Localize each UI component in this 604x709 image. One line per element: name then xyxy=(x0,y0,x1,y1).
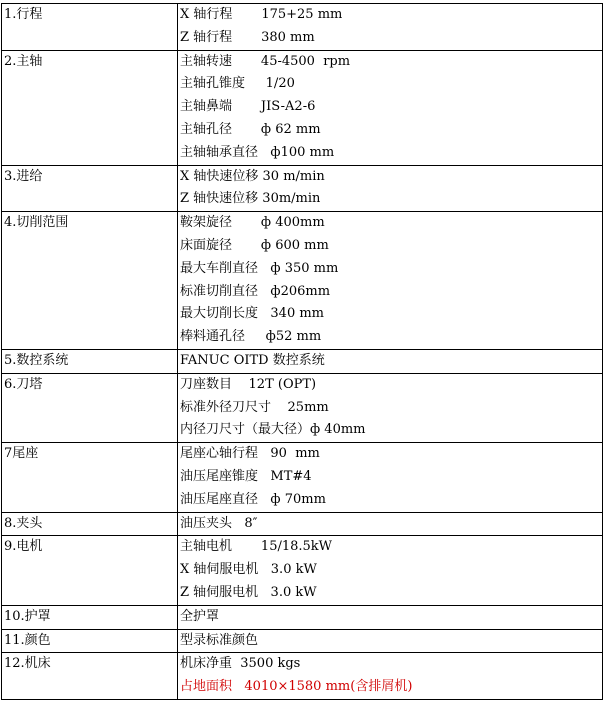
spec-value-line: 型录标准颜色 xyxy=(180,632,259,648)
spec-category: 10.护罩 xyxy=(4,608,51,624)
spec-category: 11.颜色 xyxy=(4,632,51,648)
spec-row xyxy=(2,629,603,653)
spec-category-cell xyxy=(2,4,178,51)
spec-row xyxy=(2,443,603,512)
spec-values-cell xyxy=(178,165,603,212)
spec-value-line: Z 轴伺服电机 3.0 kW xyxy=(180,584,317,600)
spec-value-line: 最大车削直径 ф 350 mm xyxy=(180,260,339,276)
spec-row xyxy=(2,349,603,373)
spec-value-line: 尾座心轴行程 90 mm xyxy=(180,446,320,462)
spec-value-line: 内径刀尺寸（最大径）ф 40mm xyxy=(180,422,366,438)
spec-category-cell xyxy=(2,605,178,629)
spec-category: 12.机床 xyxy=(4,656,51,672)
spec-row xyxy=(2,212,603,350)
spec-values-cell xyxy=(178,443,603,512)
spec-row xyxy=(2,4,603,51)
spec-value-line: 油压尾座锥度 MT#4 xyxy=(180,468,312,484)
spec-value-line: 标准切削直径 ф206mm xyxy=(180,283,331,299)
spec-category: 6.刀塔 xyxy=(4,376,43,392)
spec-category: 9.电机 xyxy=(4,539,43,555)
spec-row xyxy=(2,373,603,442)
spec-value-line: 主轴孔锥度 1/20 xyxy=(180,76,295,92)
spec-value-line: 标准外径刀尺寸 25mm xyxy=(180,399,329,415)
spec-table-body xyxy=(2,4,603,700)
spec-value-line: Z 轴行程 380 mm xyxy=(180,29,315,45)
spec-value-line: 鞍架旋径 ф 400mm xyxy=(180,215,325,231)
spec-row xyxy=(2,653,603,700)
spec-values-cell xyxy=(178,212,603,350)
spec-values-cell xyxy=(178,4,603,51)
spec-row xyxy=(2,50,603,165)
spec-category: 5.数控系统 xyxy=(4,352,69,368)
spec-value-line: 全护罩 xyxy=(180,608,220,624)
spec-value-line: 主轴电机 15/18.5kW xyxy=(180,539,333,555)
spec-row xyxy=(2,536,603,605)
spec-value-line: 机床净重 3500 kgs xyxy=(180,656,301,672)
spec-values-cell xyxy=(178,512,603,536)
spec-values-cell xyxy=(178,629,603,653)
spec-value-line: Z 轴快速位移 30m/min xyxy=(180,191,321,207)
spec-value-line: 主轴孔径 ф 62 mm xyxy=(180,121,321,137)
spec-category-cell xyxy=(2,50,178,165)
spec-values-cell xyxy=(178,50,603,165)
spec-category: 4.切削范围 xyxy=(4,215,69,231)
spec-row xyxy=(2,512,603,536)
spec-category-cell xyxy=(2,349,178,373)
spec-value-line: 主轴鼻端 JIS-A2-6 xyxy=(180,99,316,115)
spec-values-cell xyxy=(178,605,603,629)
spec-values-cell xyxy=(178,373,603,442)
spec-value-line: 刀座数目 12T (OPT) xyxy=(180,376,317,392)
spec-category-cell xyxy=(2,629,178,653)
spec-value-line: 油压尾座直径 ф 70mm xyxy=(180,491,326,507)
spec-value-line: X 轴快速位移 30 m/min xyxy=(180,168,325,184)
spec-category-cell xyxy=(2,373,178,442)
spec-value-line: 床面旋径 ф 600 mm xyxy=(180,237,329,253)
spec-category: 1.行程 xyxy=(4,7,43,22)
spec-table xyxy=(1,3,603,700)
spec-value-line: FANUC OITD 数控系统 xyxy=(180,352,325,368)
spec-category-cell xyxy=(2,212,178,350)
spec-values-cell xyxy=(178,653,603,700)
spec-category-cell xyxy=(2,443,178,512)
spec-value-line: 主轴轴承直径 ф100 mm xyxy=(180,144,335,160)
spec-category: 2.主轴 xyxy=(4,53,43,69)
spec-row xyxy=(2,165,603,212)
spec-row xyxy=(2,605,603,629)
spec-category: 7尾座 xyxy=(4,446,39,462)
spec-value-line: 占地面积 4010×1580 mm(含排屑机) xyxy=(180,679,413,695)
spec-value-line: 主轴转速 45-4500 rpm xyxy=(180,53,351,69)
spec-value-line: X 轴行程 175+25 mm xyxy=(180,7,343,22)
spec-values-cell xyxy=(178,349,603,373)
spec-category: 8.夹头 xyxy=(4,515,43,531)
spec-category-cell xyxy=(2,536,178,605)
spec-value-line: X 轴伺服电机 3.0 kW xyxy=(180,562,317,578)
spec-value-line: 油压夹头 8″ xyxy=(180,515,258,531)
spec-category: 3.进给 xyxy=(4,168,43,184)
spec-category-cell xyxy=(2,512,178,536)
spec-value-line: 最大切削长度 340 mm xyxy=(180,306,324,322)
spec-category-cell xyxy=(2,165,178,212)
spec-category-cell xyxy=(2,653,178,700)
spec-values-cell xyxy=(178,536,603,605)
spec-value-line: 棒料通孔径 ф52 mm xyxy=(180,329,322,345)
